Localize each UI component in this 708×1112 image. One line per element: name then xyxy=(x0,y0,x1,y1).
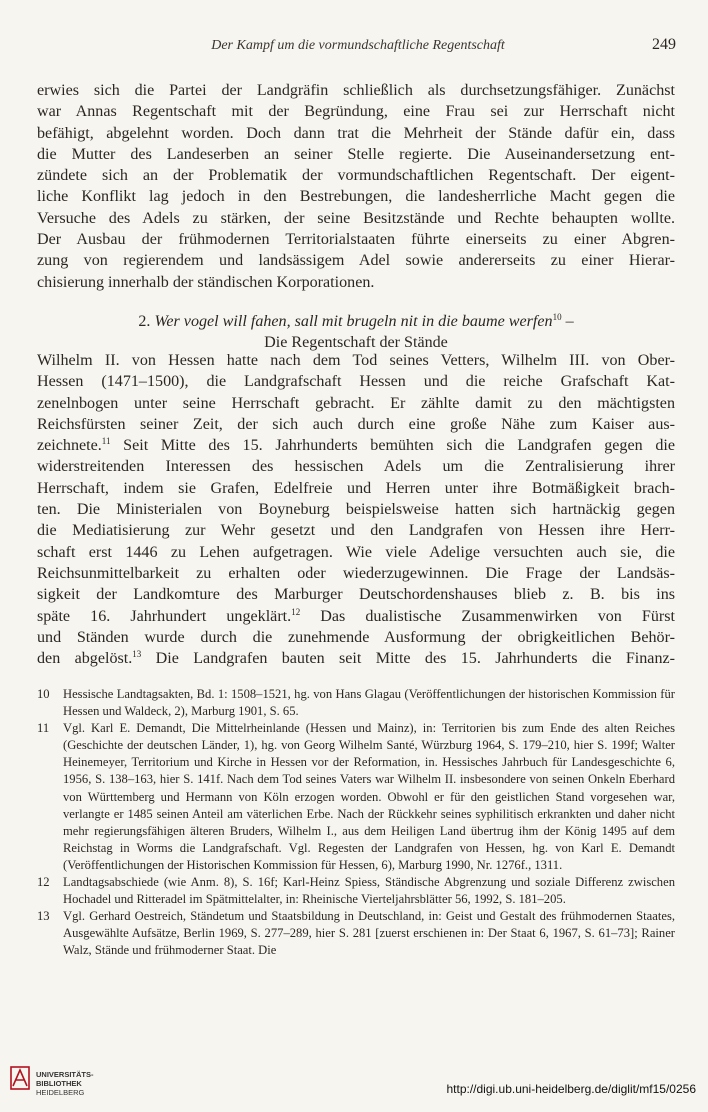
page-number: 249 xyxy=(652,36,676,53)
text-line xyxy=(37,435,675,456)
running-title: Der Kampf um die vormundschaftliche Regentschaft xyxy=(211,38,505,53)
footnote-ref: 11 xyxy=(101,436,111,447)
footnote xyxy=(37,908,675,959)
text-line xyxy=(37,648,675,669)
footnote-text: Landtagsabschiede (wie Anm. 8), S. 16f; Karl-Heinz Spiess, Ständische Abgrenzung und soziale Differenz zwischen Hochadel und Ritteradel im Spätmittelalter, in: Rheinische Vierteljahrsblätter 56, 1992, S. 181–205. xyxy=(63,875,675,907)
text-line: widerstreitenden Interessen des hessischen Adels um die Zentralisierung ihrer xyxy=(37,458,675,476)
section2-paragraph xyxy=(37,350,675,669)
text-line: sigkeit der Landkomture des Marburger Deutschordenshauses blieb z. B. bis ins xyxy=(37,586,675,604)
text-fragment: Das dualistische Zusammenwirken von Fürst xyxy=(300,607,676,625)
text-line: war Annas Regentschaft mit der Begründung, eine Frau sei zur Herrschaft nicht xyxy=(37,103,675,121)
footnote-ref: 10 xyxy=(552,312,562,322)
heading-line xyxy=(37,311,675,332)
section-heading xyxy=(37,311,675,353)
text-fragment: Die Landgrafen bauten seit Mitte des 15. Jahrhunderts die Finanz- xyxy=(141,650,675,668)
text-line: Hessen (1471–1500), die Landgrafschaft Hessen und die reiche Grafschaft Kat- xyxy=(37,373,675,391)
text-line: Herrschaft, indem sie Grafen, Edelfreie und Herren unter ihre Botmäßigkeit brach- xyxy=(37,479,675,497)
text-line: Reichsunmittelbarkeit zu erhalten oder wiederzugewinnen. Die Frage der Landsäs- xyxy=(37,564,675,582)
text-fragment: späte 16. Jahrhundert ungeklärt. xyxy=(37,607,292,625)
text-line: Der Ausbau der frühmodernen Territorialstaaten führte einerseits zu einer Abgren- xyxy=(37,231,675,249)
text-line: liche Konflikt lag jedoch in den Bestrebungen, die landesherrliche Macht gegen die xyxy=(37,188,675,206)
permalink-url[interactable]: http://digi.ub.uni-heidelberg.de/diglit/mf15/0256 xyxy=(446,1082,696,1096)
running-head xyxy=(40,36,676,58)
section1-paragraph xyxy=(37,80,675,293)
text-line: schaft erst 1446 zu Lehen aufgetragen. Wie viele Adelige versuchten auch sie, die xyxy=(37,543,675,561)
footnote-number: 13 xyxy=(37,909,50,924)
text-line: Wilhelm II. von Hessen hatte nach dem Tod seines Vetters, Wilhelm III. von Ober- xyxy=(37,352,675,369)
text-line: zenelnbogen unter seine Herrschaft gebracht. Er zählte damit zu den mächtigsten xyxy=(37,394,675,412)
library-logo[interactable] xyxy=(10,1064,130,1104)
library-logo-icon xyxy=(10,1066,30,1090)
logo-line: BIBLIOTHEK xyxy=(36,1079,82,1088)
logo-line: HEIDELBERG xyxy=(36,1088,85,1097)
logo-line: UNIVERSITÄTS- xyxy=(36,1070,94,1079)
text-line: Reichsfürsten seiner Zeit, der sich auch durch eine große Nähe zum Kaiser aus- xyxy=(37,415,675,433)
text-fragment: den abgelöst. xyxy=(37,650,133,668)
footnote-ref: 13 xyxy=(132,649,142,660)
text-line: die Mediatisierung zur Wehr gesetzt und den Landgrafen von Hessen ihre Herr- xyxy=(37,522,675,540)
footnote-text: Vgl. Karl E. Demandt, Die Mittelrheinlande (Hessen und Mainz), in: Territorien bis zum Ende des alten Reiches (Geschichte der deutschen Länder, 1), hg. von Georg Wilhelm Santé, Würzburg 1964, S. 179–210, hier S. 199f; Walter Heinemeyer, Territorium und Kirche in Hessen vor der Reformation, in. Hessisches Jahrbuch für Landesgeschichte 6, 1956, S. 138–163, hier S. 141f. Nach dem Tod seines Vaters war Wilhelm II. insbesondere von seinen Onkeln Eberhard von Württemberg und Hermann von Köln erzogen worden. Obwohl er für den geistlichen Stand vorgesehen war, verlangte er 1485 seinen Anteil am väterlichen Erbe. Nach der Rückkehr seines syphilitisch erkrankten und daher nicht mehr regierungsfähigen älteren Bruders, Wilhelm I., aus dem Heiligen Land übertrug ihm der König 1495 auf dem Reichstag in Worms die Landgrafschaft. Vgl. Regesten der Landgrafen von Hessen, hg. von Karl E. Demandt (Veröffentlichungen der Historischen Kommission für Hessen, 6), Marburg 1990, Nr. 1276f., 1311. xyxy=(63,721,675,872)
text-line: zung von regierendem und landsässigem Adel sowie andererseits zu einer Hierar- xyxy=(37,252,675,270)
heading-subtitle: Die Regentschaft der Stände xyxy=(264,334,448,351)
text-line: und Ständen wurde durch die zunehmende Ausformung der obrigkeitlichen Behör- xyxy=(37,628,675,646)
heading-quote: Wer vogel will fahen, sall mit brugeln nit in die baume werfen xyxy=(154,313,553,330)
text-line: befähigt, abgelehnt worden. Doch dann trat die Mehrheit der Stände dafür ein, dass xyxy=(37,124,675,142)
footnote-text: Vgl. Gerhard Oestreich, Ständetum und Staatsbildung in Deutschland, in: Geist und Gestalt des frühmodernen Staates, Ausgewählte Aufsätze, Berlin 1969, S. 277–289, hier S. 281 [zuerst erschienen in: Der Staat 6, 1967, S. 61–73]; Rainer Walz, Stände und frühmoderner Staat. Die xyxy=(63,909,675,958)
library-logo-text xyxy=(36,1070,94,1097)
text-fragment: Seit Mitte des 15. Jahrhunderts bemühten sich die Landgrafen gegen die xyxy=(110,437,675,455)
text-line: ten. Die Ministerialen von Boyneburg beispielsweise hatten sich hartnäckig gegen xyxy=(37,501,675,519)
text-line: Versuche des Adels zu stärken, der seine Besitzstände und Rechte behaupten wollte. xyxy=(37,209,675,227)
footnote-number: 12 xyxy=(37,875,50,890)
text-line: chisierung innerhalb der ständischen Korporationen. xyxy=(37,273,375,291)
footnote-number: 10 xyxy=(37,687,50,701)
text-line: zündete sich an der Problematik der vormundschaftlichen Regentschaft. Der eigent- xyxy=(37,167,675,185)
heading-number: 2. xyxy=(138,313,151,330)
footnote xyxy=(37,874,675,908)
heading-dash: – xyxy=(565,313,574,330)
footnote-text: Hessische Landtagsakten, Bd. 1: 1508–1521, hg. von Hans Glagau (Veröffentlichungen der historischen Kommission für Hessen und Waldeck, 2), Marburg 1901, S. 65. xyxy=(63,687,675,719)
text-line: die Mutter des Landeserben an seiner Stelle regierte. Die Auseinandersetzung ent- xyxy=(37,145,675,163)
footnotes xyxy=(37,686,675,960)
footnote xyxy=(37,720,675,874)
text-line xyxy=(37,606,675,627)
footnote-number: 11 xyxy=(37,721,50,736)
footnote xyxy=(37,686,675,720)
text-fragment: zeichnete. xyxy=(37,437,102,455)
footnote-ref: 12 xyxy=(291,606,301,617)
text-line: erwies sich die Partei der Landgräfin schließlich als durchsetzungsfähiger. Zunächst xyxy=(37,82,675,99)
